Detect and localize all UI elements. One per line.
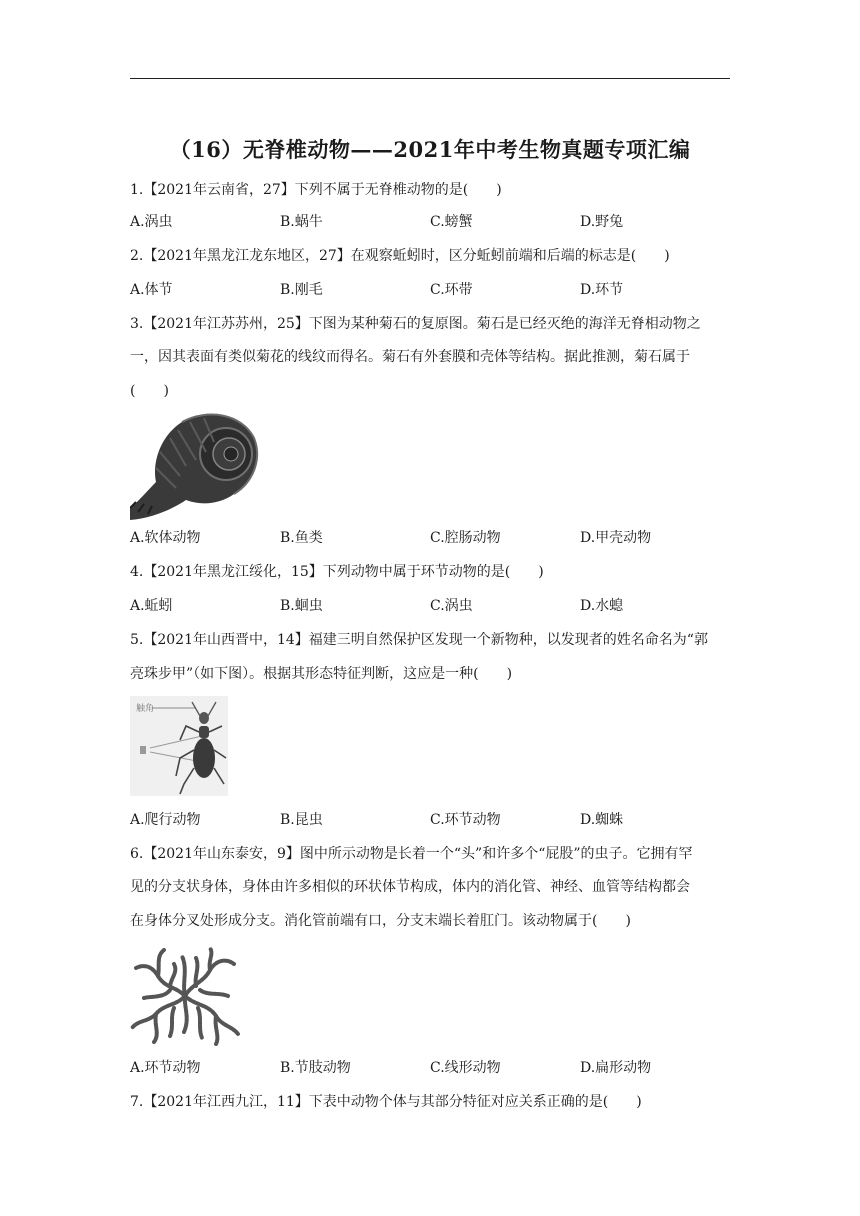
ammonite-figure <box>130 408 260 520</box>
antenna-label: 触角 <box>136 704 155 714</box>
question-5-option-c[interactable]: C.环节动物 <box>430 812 501 828</box>
question-3-option-b[interactable]: B.鱼类 <box>280 530 323 546</box>
question-3-option-a[interactable]: A.软体动物 <box>130 530 201 546</box>
question-2-option-d[interactable]: D.环节 <box>580 282 624 298</box>
question-1-stem: 1.【2021年云南省，27】下列不属于无脊椎动物的是( ) <box>130 182 502 198</box>
question-1-option-c[interactable]: C.螃蟹 <box>430 214 473 230</box>
question-2-option-b[interactable]: B.刚毛 <box>280 282 323 298</box>
question-6-option-b[interactable]: B.节肢动物 <box>280 1060 351 1076</box>
question-3-stem-line-1: 3.【2021年江苏苏州，25】下图为某种菊石的复原图。菊石是已经灭绝的海洋无脊相动物之 <box>130 316 701 332</box>
question-4-stem: 4.【2021年黑龙江绥化，15】下列动物中属于环节动物的是( ) <box>130 564 544 580</box>
question-5-option-a[interactable]: A.爬行动物 <box>130 812 201 828</box>
question-4-option-d[interactable]: D.水螅 <box>580 598 624 614</box>
question-5-stem-line-2: 亮珠步甲”（如下图）。根据其形态特征判断，这应是一种( ) <box>130 666 513 682</box>
question-2-option-c[interactable]: C.环带 <box>430 282 473 298</box>
branching-worm-figure <box>130 946 240 1046</box>
header-rule <box>130 78 730 79</box>
question-6-option-a[interactable]: A.环节动物 <box>130 1060 201 1076</box>
question-3-stem-line-3: ( ) <box>130 383 169 399</box>
question-3-option-c[interactable]: C.腔肠动物 <box>430 530 501 546</box>
question-4-option-a[interactable]: A.蚯蚓 <box>130 598 173 614</box>
question-2-option-a[interactable]: A.体节 <box>130 282 173 298</box>
question-1-option-b[interactable]: B.蜗牛 <box>280 214 323 230</box>
question-4-option-b[interactable]: B.蛔虫 <box>280 598 323 614</box>
question-5-option-b[interactable]: B.昆虫 <box>280 812 323 828</box>
question-6-option-c[interactable]: C.线形动物 <box>430 1060 501 1076</box>
page-title: （16）无脊椎动物——2021年中考生物真题专项汇编 <box>169 137 691 162</box>
question-3-option-d[interactable]: D.甲壳动物 <box>580 530 652 546</box>
question-1-option-a[interactable]: A.涡虫 <box>130 214 173 230</box>
question-6-stem-line-1: 6.【2021年山东泰安，9】图中所示动物是长着一个“头”和许多个“屁股”的虫子。它拥有罕 <box>130 846 693 862</box>
question-5-stem-line-1: 5.【2021年山西晋中，14】福建三明自然保护区发现一个新物种，以发现者的姓名命名为“郭 <box>130 632 708 648</box>
question-6-option-d[interactable]: D.扁形动物 <box>580 1060 652 1076</box>
question-7-stem: 7.【2021年江西九江，11】下表中动物个体与其部分特征对应关系正确的是( ) <box>130 1094 642 1110</box>
question-1-option-d[interactable]: D.野兔 <box>580 214 624 230</box>
question-2-stem: 2.【2021年黑龙江龙东地区，27】在观察蚯蚓时，区分蚯蚓前端和后端的标志是( ) <box>130 248 670 264</box>
question-6-stem-line-3: 在身体分叉处形成分支。消化管前端有口，分支末端长着肛门。该动物属于( ) <box>130 913 631 929</box>
question-5-option-d[interactable]: D.蜘蛛 <box>580 812 624 828</box>
question-3-stem-line-2: 一，因其表面有类似菊花的线纹而得名。菊石有外套膜和壳体等结构。据此推测，菊石属于 <box>130 349 690 365</box>
beetle-figure <box>130 696 228 796</box>
question-4-option-c[interactable]: C.涡虫 <box>430 598 473 614</box>
question-6-stem-line-2: 见的分支状身体，身体由许多相似的环状体节构成，体内的消化管、神经、血管等结构都会 <box>130 879 690 895</box>
